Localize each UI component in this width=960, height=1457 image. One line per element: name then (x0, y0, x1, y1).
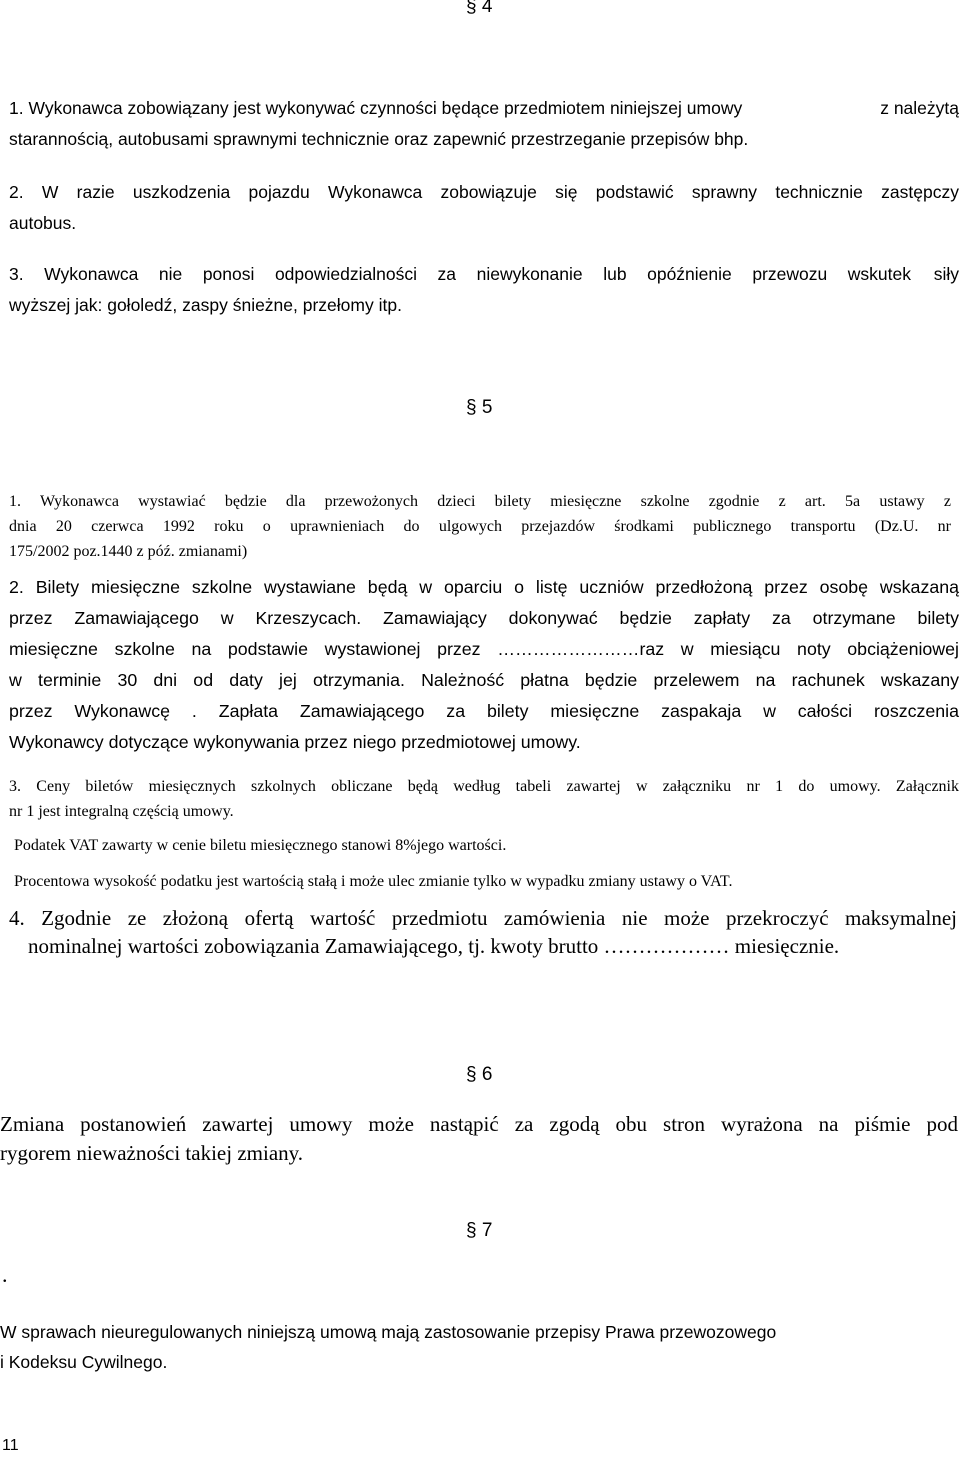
s7-line2: i Kodeksu Cywilnego. (0, 1352, 168, 1372)
s6-line2: rygorem nieważności takiej zmiany. (0, 1141, 304, 1165)
s6-line1: Zmiana postanowień zawartej umowy może nastąpić za zgodą obu stron wyrażona na piśmie pod (0, 1112, 958, 1136)
s5-p1-line1: 1. Wykonawca wystawiać będzie dla przewożonych dzieci bilety miesięczne szkolne zgodnie z art. 5a ustawy z (9, 493, 951, 510)
s4-p2-line1: 2. W razie uszkodzenia pojazdu Wykonawca zobowiązuje się podstawić sprawny technicznie zastępczy (9, 182, 959, 202)
s4-p2-line2: autobus. (9, 213, 77, 233)
section-5-heading: § 5 (466, 397, 493, 418)
s5-p2-line6: Wykonawcy dotyczące wykonywania przez niego przedmiotowej umowy. (9, 732, 581, 752)
s5-pct-line: Procentowa wysokość podatku jest wartością stałą i może ulec zmianie tylko w wypadku zmiany ustawy o VAT. (14, 873, 733, 890)
s5-p4-line1: 4. Zgodnie ze złożoną ofertą wartość przedmiotu zamówienia nie może przekroczyć maksymalnej (9, 906, 957, 930)
s7-line1: W sprawach nieuregulowanych niniejszą umową mają zastosowanie przepisy Prawa przewozowego (0, 1322, 777, 1342)
s4-p3-line1-text: 3. Wykonawca nie ponosi odpowiedzialności za niewykonanie lub opóźnienie przewozu wskutek (9, 264, 911, 284)
s5-p2-line1: 2. Bilety miesięczne szkolne wystawiane będą w oparciu o listę uczniów przedłożoną przez osobę wskazaną (9, 577, 959, 597)
s4-p1-line2: starannością, autobusami sprawnymi technicznie oraz zapewnić przestrzeganie przepisów bhp. (9, 129, 749, 149)
s5-vat-line: Podatek VAT zawarty w cenie biletu miesięcznego stanowi 8%jego wartości. (14, 837, 507, 854)
s4-p3-line1-tail: siły (933, 264, 959, 284)
s5-p1-line2: dnia 20 czerwca 1992 roku o uprawnieniach do ulgowych przejazdów środkami publicznego transportu (Dz.U. nr (9, 518, 951, 535)
s4-p1-line1-tail: z należytą (880, 98, 959, 118)
s5-p1-line3: 175/2002 poz.1440 z póź. zmianami) (9, 543, 248, 560)
s4-paragraph-1 (9, 98, 959, 122)
page-number: 11 (2, 1437, 19, 1454)
section-6-heading: § 6 (466, 1064, 493, 1085)
s5-p2-line4: w terminie 30 dni od daty jej otrzymania. Należność płatna będzie przelewem na rachunek wskazany (9, 670, 959, 690)
stray-dot: . (2, 1262, 8, 1287)
s5-p3-line1: 3. Ceny biletów miesięcznych szkolnych obliczane będą według tabeli zawartej w załączniku nr 1 do umowy. Załącznik (9, 778, 959, 795)
s4-p3-line2: wyższej jak: gołoledź, zaspy śnieżne, przełomy itp. (9, 295, 402, 315)
s5-p2-line2: przez Zamawiającego w Krzeszycach. Zamawiający dokonywać będzie zapłaty za otrzymane bilety (9, 608, 959, 628)
s5-p3-line2: nr 1 jest integralną częścią umowy. (9, 803, 234, 820)
s5-p2-line5: przez Wykonawcę . Zapłata Zamawiającego za bilety miesięczne zaspakaja w całości roszczenia (9, 701, 959, 721)
s4-paragraph-3 (9, 264, 959, 288)
section-4-heading: § 4 (466, 0, 493, 17)
section-7-heading: § 7 (466, 1220, 493, 1241)
s5-p4-line2: nominalnej wartości zobowiązania Zamawiającego, tj. kwoty brutto ……………… miesięcznie. (28, 934, 840, 958)
s4-p1-line1-text: 1. Wykonawca zobowiązany jest wykonywać czynności będące przedmiotem niniejszej umowy (9, 98, 743, 118)
s5-p2-line3: miesięczne szkolne na podstawie wystawionej przez ……………………raz w miesiącu noty obciążeniowej (9, 639, 959, 659)
